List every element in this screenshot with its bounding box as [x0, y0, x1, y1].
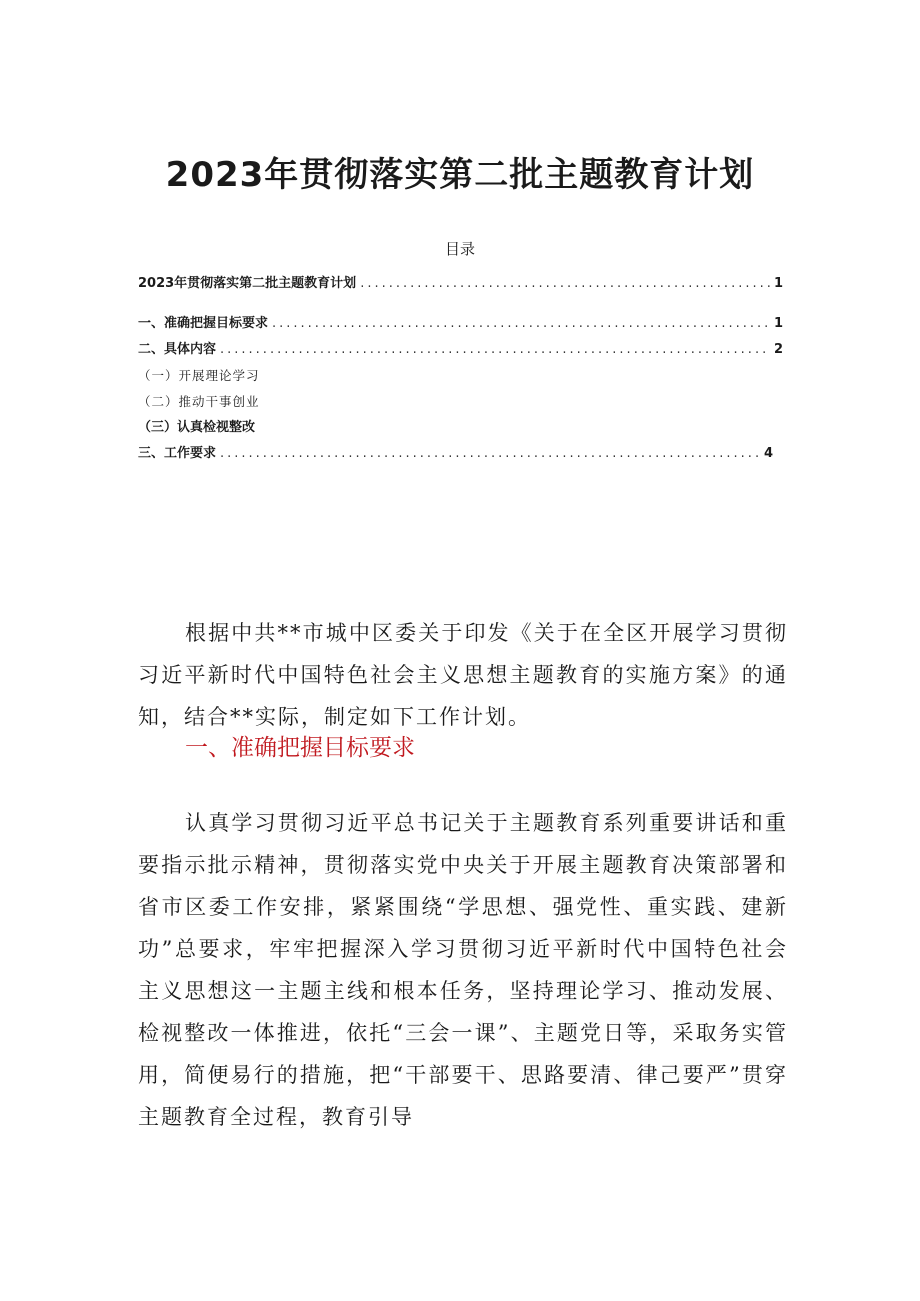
toc-entry-label: （一）开展理论学习: [138, 368, 260, 383]
document-title: 2023年贯彻落实第二批主题教育计划: [165, 155, 755, 195]
toc-entry-section-1[interactable]: [138, 314, 783, 334]
toc-entry-page: 2: [773, 342, 783, 357]
toc-entry-label: （二）推动干事创业: [138, 394, 260, 409]
toc-entry-page: 1: [773, 276, 783, 291]
toc-leader-dots: [220, 340, 770, 360]
toc-entry-label: 二、具体内容: [138, 342, 217, 357]
toc-entry-section-2[interactable]: [138, 340, 783, 360]
toc-entry-label: 2023年贯彻落实第二批主题教育计划: [138, 276, 357, 291]
toc-entry-subsection-2[interactable]: [138, 392, 260, 412]
toc-entry-title[interactable]: [138, 274, 783, 294]
toc-entry-label: 三、工作要求: [138, 446, 217, 461]
intro-paragraph: 根据中共**市城中区委关于印发《关于在全区开展学习贯彻习近平新时代中国特色社会主义思想主题教育的实施方案》的通知，结合**实际，制定如下工作计划。: [138, 621, 788, 729]
toc-entry-label: （三）认真检视整改: [138, 420, 256, 435]
toc-entry-subsection-1[interactable]: [138, 366, 260, 386]
section-heading: 一、准确把握目标要求: [185, 735, 415, 761]
toc-heading: 目录: [444, 240, 475, 258]
toc-entry-section-3[interactable]: [138, 444, 773, 464]
toc-leader-dots: [272, 314, 770, 334]
section-paragraph: 认真学习贯彻习近平总书记关于主题教育系列重要讲话和重要指示批示精神，贯彻落实党中央关于开展主题教育决策部署和省市区委工作安排，紧紧围绕“学思想、强党性、重实践、建新功”总要求，牢牢把握深入学习贯彻习近平新时代中国特色社会主义思想这一主题主线和根本任务，坚持理论学习、推动发展、检视整改一体推进，依托“三会一课”、主题党日等，采取务实管用，简便易行的措施，把“干部要干、思路要清、律己要严”贯穿主题教育全过程，教育引导: [138, 811, 788, 1129]
toc-entry-page: 1: [773, 316, 783, 331]
toc-entry-page: 4: [763, 446, 773, 461]
toc-leader-dots: [220, 444, 760, 464]
toc-entry-subsection-3[interactable]: [138, 418, 255, 438]
toc-leader-dots: [360, 274, 770, 294]
toc-entry-label: 一、准确把握目标要求: [138, 316, 269, 331]
